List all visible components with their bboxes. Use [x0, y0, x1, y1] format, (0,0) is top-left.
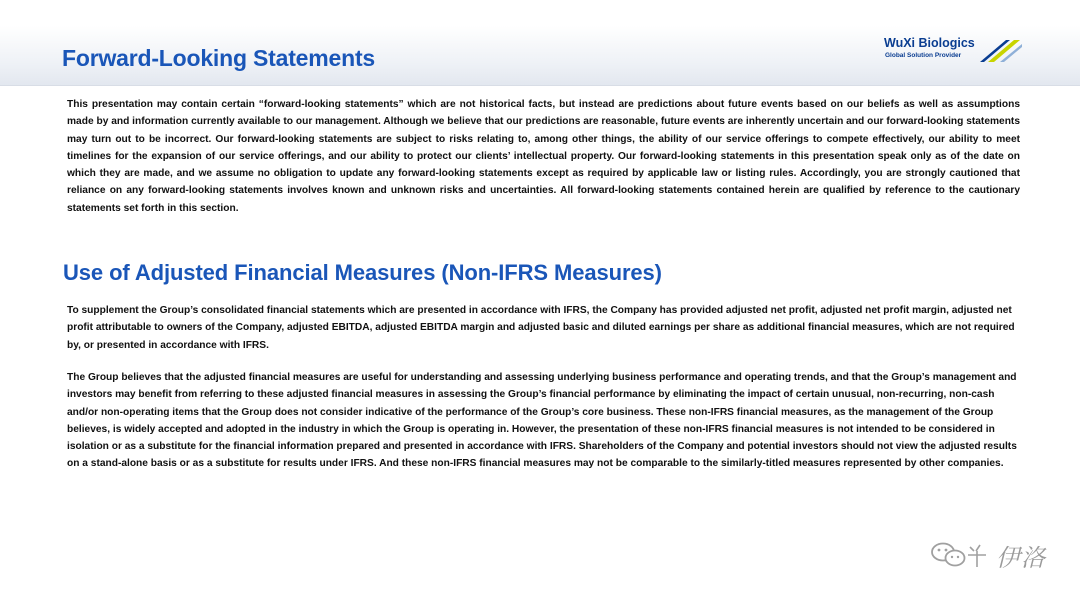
header-divider	[0, 85, 1080, 86]
section-title-non-ifrs: Use of Adjusted Financial Measures (Non-IFRS Measures)	[63, 260, 662, 285]
wechat-watermark	[930, 538, 1050, 572]
company-logo	[884, 36, 1024, 70]
watermark-text: 伊洛	[996, 544, 1046, 572]
forward-looking-body: This presentation may contain certain “forward-looking statements” which are not historical facts, but instead are predictions about future events based on our beliefs as well as assumptions made by and information currently available to our management. Although we believe that our predictions are reasonable, future events are inherently uncertain and our forward-looking statements may turn out to be incorrect. Our forward-looking statements are subject to risks relating to, among other things, the ability of our service offerings to compete effectively, our ability to meet timelines for the expansion of our service offerings, and our ability to protect our clients’ intellectual property. Our forward-looking statements in this presentation speak only as of the date on which they are made, and we assume no obligation to update any forward-looking statements except as required by applicable law or listing rules. Accordingly, you are strongly cautioned that reliance on any forward-looking statements involves known and unknown risks and uncertainties. All forward-looking statements contained herein are qualified by reference to the cautionary statements set forth in this section.	[67, 99, 1020, 214]
non-ifrs-paragraph-2: The Group believes that the adjusted financial measures are useful for understanding and assessing underlying business performance and operating trends, and that the Group’s management and investors may benefit from referring to these adjusted financial measures in assessing the Group’s financial performance by eliminating the impact of certain unusual, non-recurring, non-cash and/or non-operating items that the Group does not consider indicative of the performance of the Group’s core business. These non-IFRS financial measures, as the management of the Group believes, is widely accepted and adopted in the industry in which the Group is operating in. However, the presentation of these non-IFRS financial measures is not intended to be considered in isolation or as a substitute for the financial information prepared and presented in accordance with IFRS. Shareholders of the Company and potential investors should not view the adjusted results on a stand-alone basis or as a substitute for results under IFRS. And these non-IFRS financial measures may not be comparable to the similarly-titled measures represented by other companies.	[67, 372, 1017, 470]
logo-tagline: Global Solution Provider	[885, 52, 962, 59]
wechat-icon	[930, 541, 990, 569]
page-title: Forward-Looking Statements	[62, 45, 375, 71]
logo-swoosh-icon	[980, 38, 1022, 64]
logo-name: WuXi Biologics	[884, 36, 975, 50]
non-ifrs-paragraph-1: To supplement the Group’s consolidated financial statements which are presented in accordance with IFRS, the Company has provided adjusted net profit, adjusted net profit margin, adjusted net profit attributable to owners of the Company, adjusted EBITDA, adjusted EBITDA margin and adjusted basic and diluted earnings per share as additional financial measures, which are not required by, or presented in accordance with IFRS.	[67, 305, 1015, 351]
